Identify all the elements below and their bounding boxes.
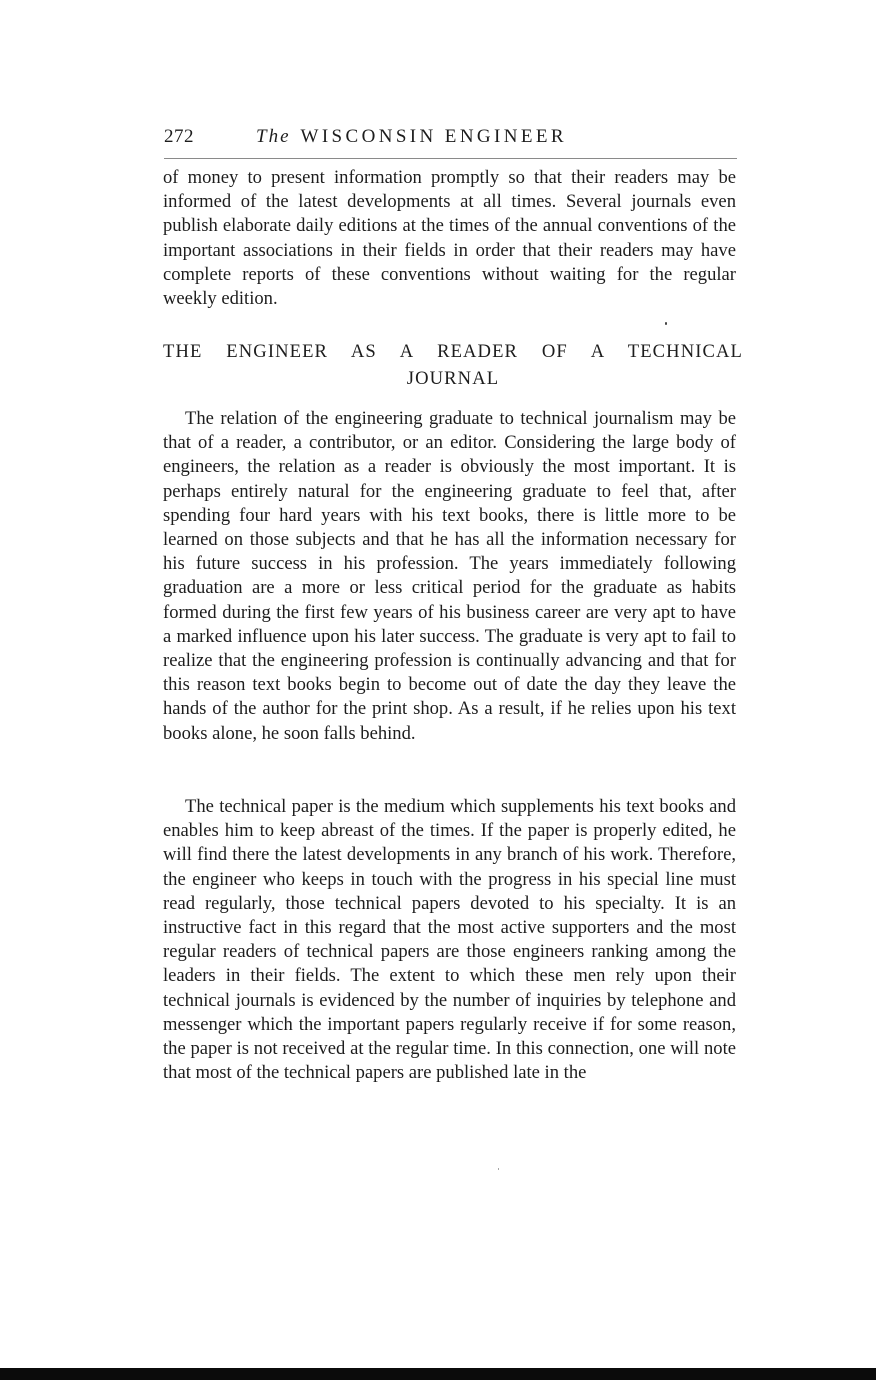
page-number: 272	[164, 126, 194, 147]
paragraph-opening: of money to present information promptly so that their readers may be informed of the latest developments at all times. Several journals even publish elaborate daily editions at the times of the annual conventions of the important associations in their fields in order that their readers may have complete reports of these conventions without waiting for the regular weekly edition.	[163, 167, 736, 310]
running-head	[164, 122, 737, 152]
paragraph-reader-relation: The relation of the engineering graduate to technical journalism may be that of a reader, a contributor, or an editor. Considering the large body of engineers, the relation as a reader is obviously the most important. It is perhaps entirely natural for the engineering graduate to feel that, after spending four hard years with his text books, there is little more to be learned on those subjects and that he has all the information necessary for his future success in his profession. The years immediately following graduation are a more or less critical period for the graduate as habits formed during the first few years of his business career are very apt to have a marked influence upon his later success. The graduate is very apt to fail to realize that the engineering profession is continually advancing and that for this reason text books begin to become out of date the day they leave the hands of the author for the print shop. As a result, if he relies upon his text books alone, he soon falls behind.	[163, 408, 736, 744]
print-speck	[665, 322, 667, 325]
section-heading-line-1: THE ENGINEER AS A READER OF A TECHNICAL	[163, 341, 743, 362]
print-speck	[498, 1168, 499, 1170]
scan-border	[0, 1368, 876, 1380]
journal-name: WISCONSIN ENGINEER	[300, 126, 567, 147]
journal-title	[256, 122, 567, 152]
paragraph-technical-paper: The technical paper is the medium which supplements his text books and enables him to keep abreast of the times. If the paper is properly edited, he will find there the latest developments in any branch of his work. Therefore, the engineer who keeps in touch with the progress in his special line must read regularly, those technical papers devoted to his specialty. It is an instructive fact in this regard that the most active supporters and the most regular readers of technical papers are those engineers ranking among the leaders in their fields. The extent to which these men rely upon their technical journals is evidenced by the number of inquiries by telephone and messenger which the important papers regularly receive if for some reason, the paper is not received at the regular time. In this connection, one will note that most of the technical papers are published late in the	[163, 796, 736, 1084]
section-heading	[163, 338, 743, 392]
header-rule	[164, 158, 737, 159]
journal-prefix: The	[256, 126, 291, 147]
section-heading-line-2: JOURNAL	[406, 368, 500, 389]
